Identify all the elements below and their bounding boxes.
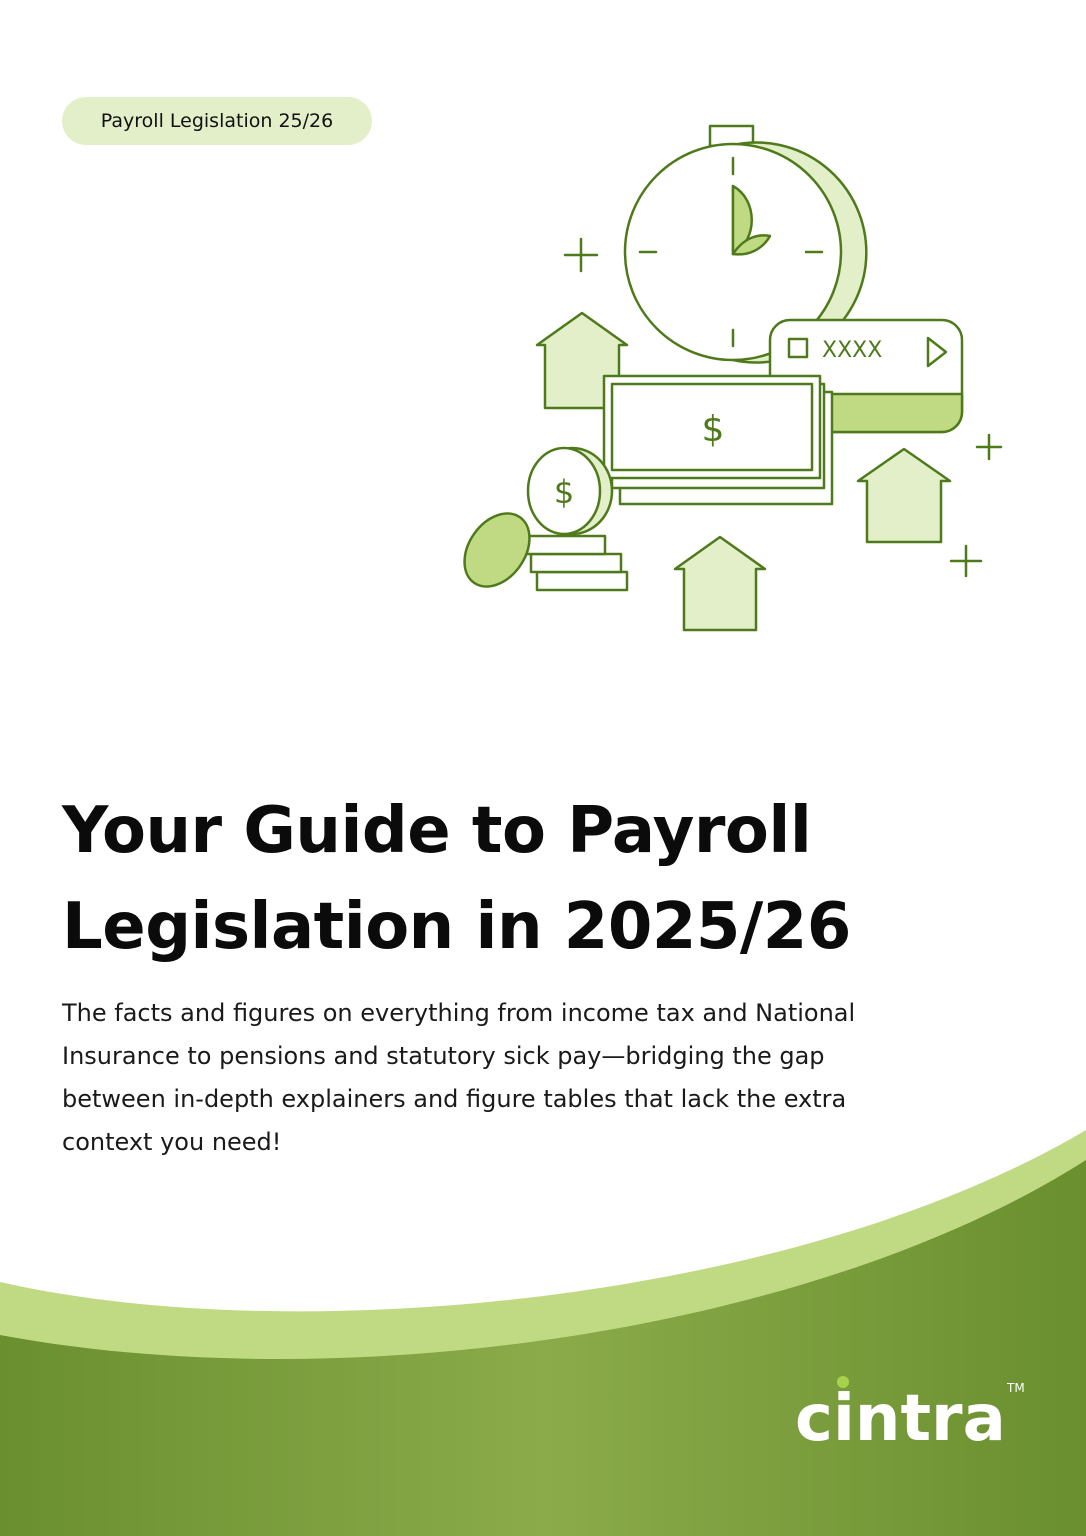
coins-icon <box>451 448 627 599</box>
page-title-line-2: Legislation in 2025/26 <box>62 890 851 964</box>
category-badge <box>62 97 372 145</box>
page-title-line-1: Your Guide to Payroll <box>62 794 812 868</box>
logo-wordmark: cintra <box>795 1382 1006 1452</box>
logo-trademark: TM <box>1007 1381 1025 1395</box>
up-arrow-icon <box>675 537 765 630</box>
banknote-dollar-text: $ <box>701 409 725 450</box>
sparkle-icon <box>951 546 981 576</box>
card-number-text: XXXX <box>822 338 883 363</box>
sparkle-icon <box>977 435 1001 459</box>
payroll-illustration <box>450 118 1010 638</box>
up-arrow-icon <box>858 449 950 542</box>
category-badge-label: Payroll Legislation 25/26 <box>100 110 334 132</box>
sparkle-icon <box>565 239 597 271</box>
cintra-logo <box>795 1372 1030 1452</box>
coin-dollar-text: $ <box>553 473 575 511</box>
page-title <box>62 783 962 975</box>
footer-wave <box>0 1120 1086 1536</box>
page-description: The facts and figures on everything from income tax and National Insurance to pensions and statutory sick pay—bridging the gap between in-depth explainers and figure tables that lack the extra context you need! <box>62 999 856 1156</box>
